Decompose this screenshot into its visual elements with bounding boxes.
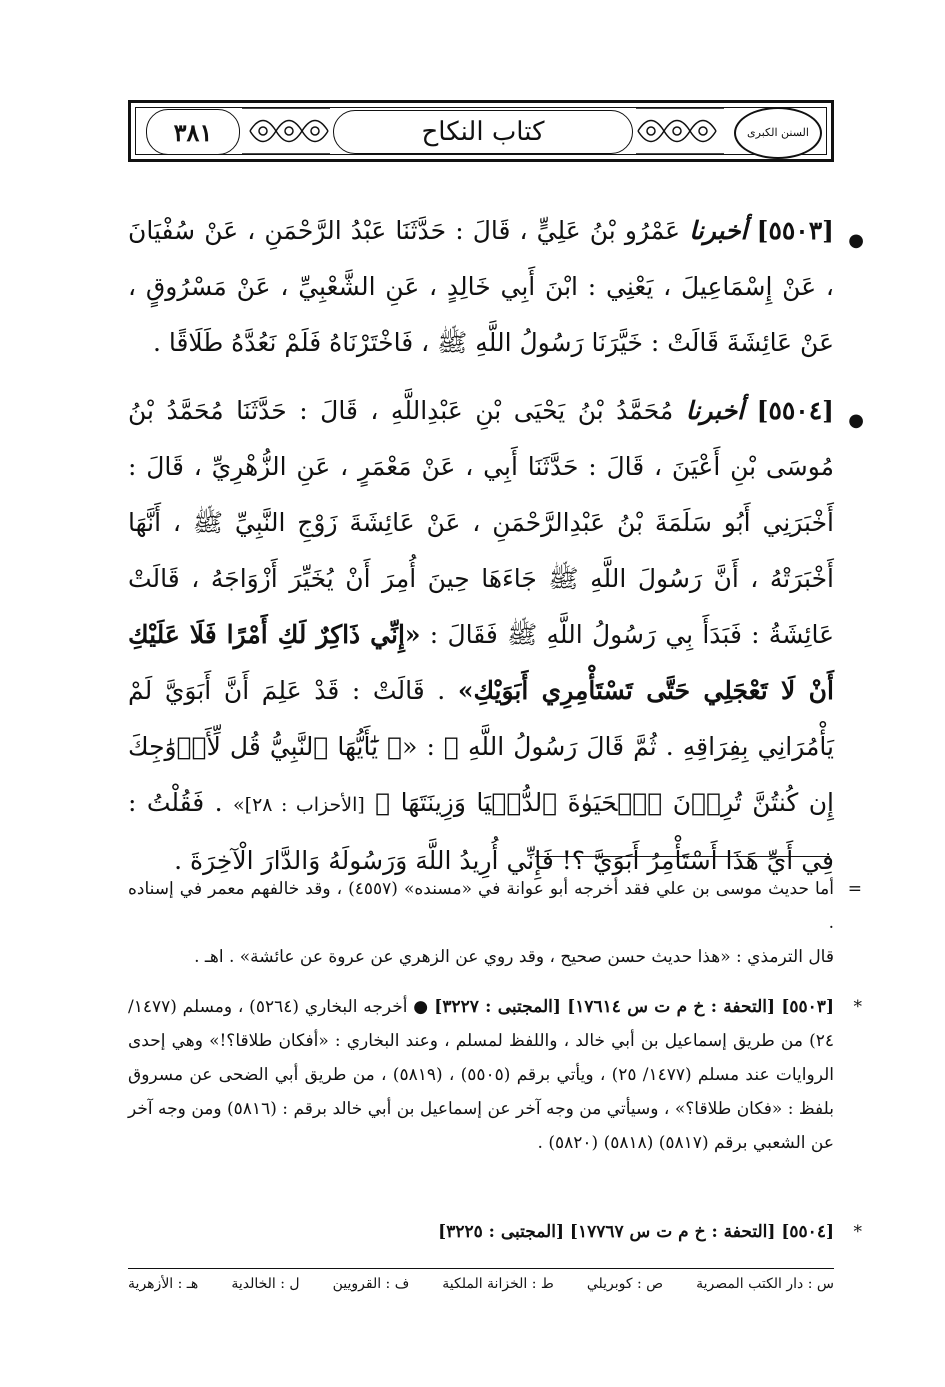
hadith-text-after: . فَقُلْتُ : فِي أَيِّ هَذَا أَسْتَأْمِرُ أَبَوَيَّ ؟! فَإِنِّي أُرِيدُ اللَّهَ وَرَسُولَهُ وَالدَّارَ الْآخِرَةَ . (128, 788, 834, 875)
hadith-text-before: مُحَمَّدُ بْنُ يَحْيَى بْنِ عَبْدِاللَّهِ ، قَالَ : حَدَّثَنَا مُحَمَّدُ بْنُ مُوسَى بْنِ أَعْيَنَ ، قَالَ : حَدَّثَنَا أَبِي ، عَنْ مَعْمَرٍ ، عَنِ الزُّهْرِيِّ ، قَالَ : أَخْبَرَنِي أَبُو سَلَمَةَ بْنُ عَبْدِالرَّحْمَنِ ، عَنْ عَائِشَةَ زَوْجِ النَّبِيِّ ﷺ ، أَنَّهَا أَخْبَرَتْهُ ، أَنَّ رَسُولَ اللَّهِ ﷺ جَاءَهَا حِينَ أُمِرَ أَنْ يُخَيِّرَ أَزْوَاجَهُ ، قَالَتْ عَائِشَةُ : فَبَدَأَ بِي رَسُولُ اللَّهِ ﷺ فَقَالَ : (128, 396, 834, 649)
bullet-icon: ● (848, 230, 864, 251)
prophet-speech: «إِنِّي ذَاكِرٌ لَكِ أَمْرًا فَلَا عَلَيْكِ أَنْ لَا تَعْجَلِي حَتَّى تَسْتَأْمِرِي أَبَوَيْكِ» (128, 620, 834, 705)
footnote-5503 (128, 990, 862, 1160)
hadith-number: [٥٥٠٤] (756, 396, 835, 425)
page-number: ٣٨١ (173, 117, 213, 147)
hadith-text-middle: . قَالَتْ : قَدْ عَلِمَ أَنَّ أَبَوَيَّ لَمْ يَأْمُرَانِي بِفِرَاقِهِ . ثُمَّ قَالَ رَسُولُ اللَّهِ ﷺ : (128, 676, 835, 761)
footnote-head: [٥٥٠٣] [التحفة : خ م ت س ١٧٦١٤] [المجتبى : ٣٢٢٧] (434, 997, 834, 1017)
page-number-cartouche (146, 109, 240, 155)
akhbarana-word: أخبرنا (685, 396, 745, 425)
legend-item: هـ : الأزهرية (128, 1276, 199, 1292)
manuscript-legend (128, 1276, 834, 1292)
hadith-5503 (128, 203, 864, 371)
footnote-5504 (128, 1215, 862, 1249)
footnote-body: ● أخرجه البخاري (٥٢٦٤) ، ومسلم (١٤٧٧/ ٢٤) من طريق إسماعيل بن أبي خالد ، واللفظ لمسلم ، وعند البخاري : «أفكان طلاقا؟!» وهي إحدى الروايات عند مسلم (١٤٧٧/ ٢٥) ، ويأتي برقم (٥٥٠٥) ، (٥٨١٩) ، من طريق أبي الضحى عن مسروق بلفظ : «فكان طلاقا؟» ، وسيأتي من وجه آخر عن إسماعيل بن أبي خالد برقم : (٥٨١٦) ومن وجه آخر عن الشعبي برقم (٥٨١٧) (٥٨١٨) (٥٨٢٠) . (128, 997, 835, 1153)
hadith-number: [٥٥٠٣] (756, 216, 835, 245)
footnote-head: [٥٥٠٤] [التحفة : خ م ت س ١٧٧٦٧] [المجتبى : ٣٢٢٥] (438, 1222, 834, 1242)
akhbarana-word: أخبرنا (689, 216, 748, 245)
series-badge (734, 107, 822, 159)
asterisk-icon: * (853, 1222, 862, 1242)
legend-item: ص : كوبريلي (586, 1276, 664, 1292)
right-ornament (634, 104, 726, 158)
asterisk-icon: * (853, 997, 862, 1017)
book-title: كتاب النكاح (421, 117, 545, 147)
page-header (128, 100, 834, 162)
legend-item: ل : الخالدية (231, 1276, 300, 1292)
legend-item: ف : القرويين (332, 1276, 410, 1292)
legend-item: س : دار الكتب المصرية (696, 1276, 834, 1292)
book-title-cartouche (333, 110, 633, 154)
bottom-separator (128, 1268, 834, 1269)
hadith-5504 (128, 383, 864, 889)
hadith-text: عَمْرُو بْنُ عَلِيٍّ ، قَالَ : حَدَّثَنَا عَبْدُ الرَّحْمَنِ ، عَنْ سُفْيَانَ ، عَنْ إِسْمَاعِيلَ ، يَعْنِي : ابْنَ أَبِي خَالِدٍ ، عَنِ الشَّعْبِيِّ ، عَنْ مَسْرُوقٍ ، عَنْ عَائِشَةَ قَالَتْ : خَيَّرَنَا رَسُولُ اللَّهِ ﷺ ، فَاخْتَرْنَاهُ فَلَمْ نَعُدَّهُ طَلَاقًا . (128, 216, 834, 357)
footnote-continuation (128, 872, 862, 974)
footnote-line: قال الترمذي : «هذا حديث حسن صحيح ، وقد روي عن الزهري عن عروة عن عائشة» . اهـ . (194, 947, 834, 967)
legend-item: ط : الخزانة الملكية (442, 1276, 554, 1292)
badge-text: السنن الكبرى (747, 125, 809, 139)
quran-reference: [الأحزاب : ٢٨]» (233, 794, 365, 816)
footnote-separator (535, 856, 830, 857)
continuation-mark: = (847, 879, 862, 899)
left-ornament (240, 104, 332, 158)
quran-verse: «﴿ يَٰٓأَيُّهَا ٱلنَّبِيُّ قُل لِّأَزۡوَٰجِكَ إِن كُنتُنَّ تُرِدۡنَ ٱلۡحَيَوٰةَ ٱلدُّنۡيَا وَزِينَتَهَا ﴾ (128, 732, 834, 817)
bullet-icon: ● (848, 410, 864, 431)
footnote-line: أما حديث موسى بن علي فقد أخرجه أبو عوانة في «مسنده» (٤٥٥٧) ، وقد خالفهم معمر في إسناده . (128, 879, 835, 933)
